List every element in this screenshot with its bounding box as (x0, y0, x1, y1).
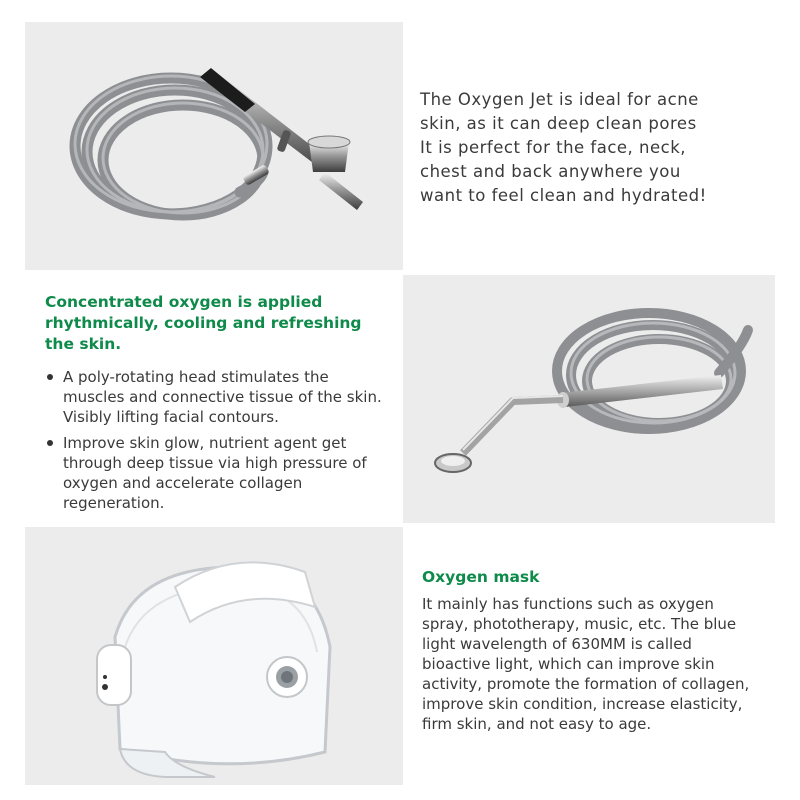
oxygen-jet-line-2: skin, as it can deep clean pores (420, 114, 697, 133)
oxygen-jet-airbrush-image (25, 22, 403, 270)
list-item (45, 367, 390, 427)
oxygen-jet-line-1: The Oxygen Jet is ideal for acne (420, 90, 699, 109)
list-item (45, 433, 390, 513)
bullet-text: Improve skin glow, nutrient agent get through deep tissue via high pressure of oxygen and accelerate collagen regeneration. (63, 434, 367, 512)
rotating-head-description (45, 292, 390, 519)
rotating-head-heading: Concentrated oxygen is applied rhythmically, cooling and refreshing the skin. (45, 293, 362, 353)
oxygen-mask-heading: Oxygen mask (422, 568, 540, 586)
rotating-head-image-panel (403, 275, 775, 523)
oxygen-mask-body: It mainly has functions such as oxygen spray, phototherapy, music, etc. The blue light wavelength of 630MM is called bioactive light, which can improve skin activity, promote the formation of collagen, improve skin condition, increase elasticity, firm skin, and not easy to age. (422, 595, 750, 733)
oxygen-jet-line-4: chest and back anywhere you (420, 162, 681, 181)
rotating-head-bullet-list (45, 367, 390, 513)
bullet-text: A poly-rotating head stimulates the muscles and connective tissue of the skin. Visibly lifting facial contours. (63, 368, 382, 426)
oxygen-mask-description (422, 567, 762, 734)
oxygen-mask-image (25, 527, 403, 785)
oxygen-jet-image-panel (25, 22, 403, 270)
oxygen-jet-description (420, 88, 760, 208)
bullet-icon (47, 440, 53, 446)
oxygen-jet-line-5: want to feel clean and hydrated! (420, 186, 707, 205)
bullet-icon (47, 374, 53, 380)
oxygen-jet-line-3: It is perfect for the face, neck, (420, 138, 687, 157)
rotating-head-handpiece-image (403, 275, 775, 523)
oxygen-mask-image-panel (25, 527, 403, 785)
